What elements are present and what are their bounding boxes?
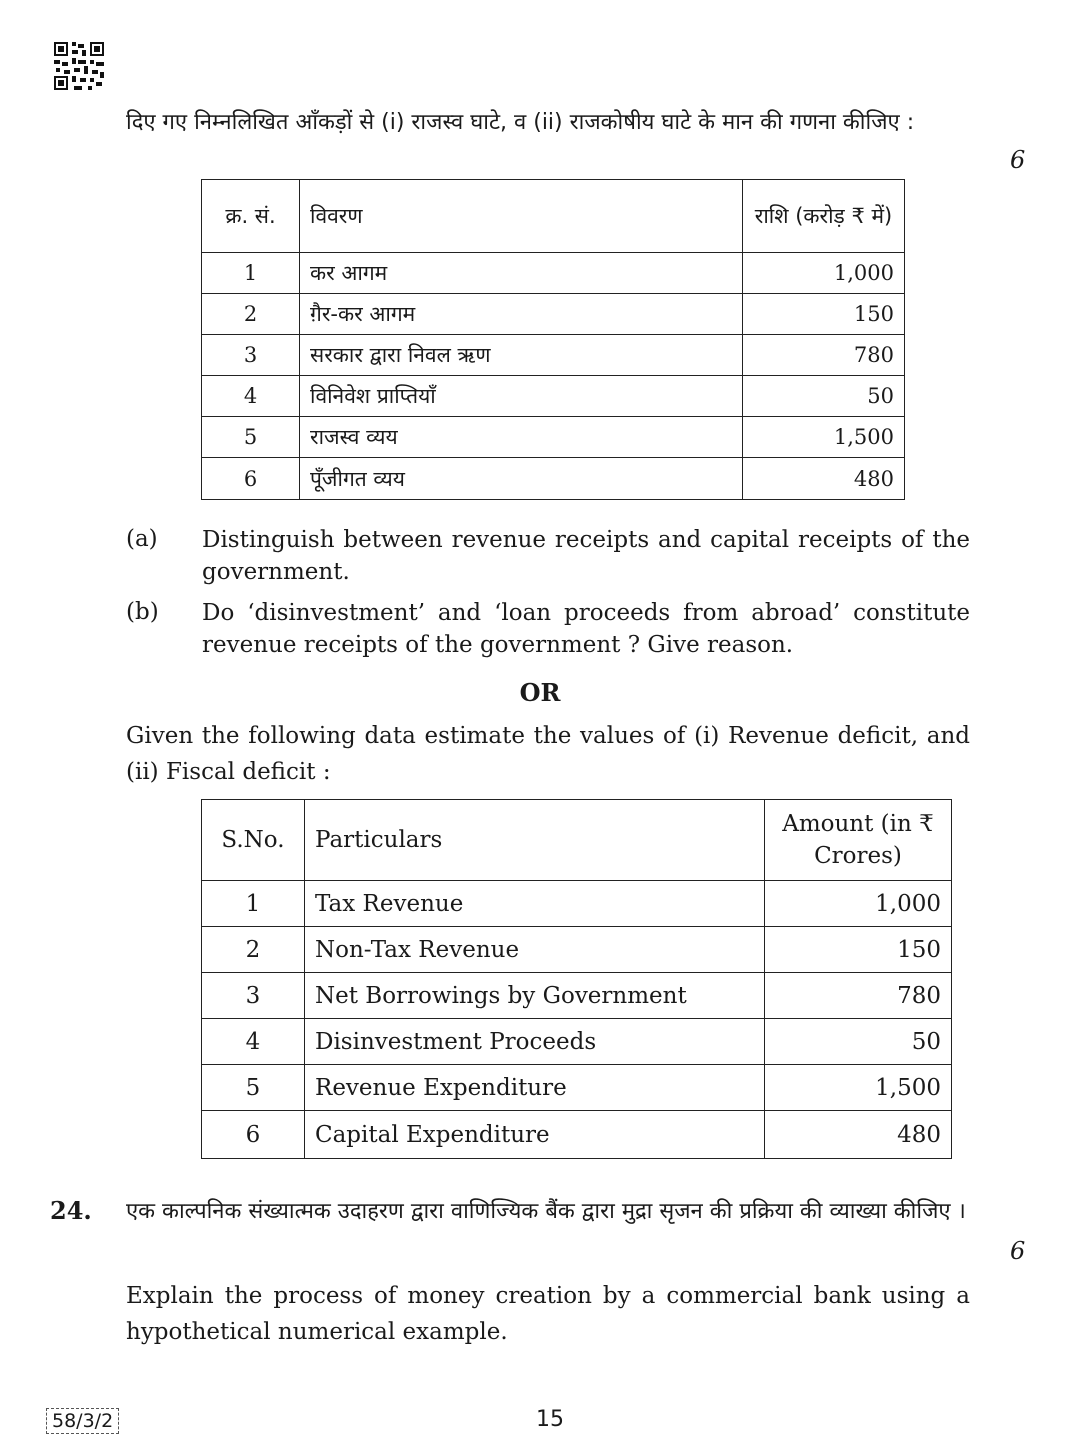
table-row <box>202 1065 952 1111</box>
column-header: विवरण <box>300 180 743 253</box>
particular: सरकार द्वारा निवल ऋण <box>300 335 743 376</box>
serial-number: 2 <box>202 927 305 973</box>
amount: 1,500 <box>743 417 905 458</box>
marks-q23: 6 <box>1010 146 1026 174</box>
serial-number: 6 <box>202 1111 305 1159</box>
qr-code-icon <box>54 42 104 90</box>
column-header: Particulars <box>305 800 765 881</box>
part-a-label: (a) <box>126 526 158 552</box>
serial-number: 5 <box>202 1065 305 1111</box>
table-row <box>202 1111 952 1159</box>
page-number: 15 <box>536 1407 564 1432</box>
part-b-label: (b) <box>126 599 159 625</box>
serial-number: 1 <box>202 253 300 294</box>
column-header: क्र. सं. <box>202 180 300 253</box>
amount: 1,500 <box>765 1065 952 1111</box>
particular: Tax Revenue <box>305 881 765 927</box>
serial-number: 1 <box>202 881 305 927</box>
particular: कर आगम <box>300 253 743 294</box>
table-row <box>202 881 952 927</box>
serial-number: 4 <box>202 1019 305 1065</box>
table-row <box>202 294 905 335</box>
q24-hindi-text: एक काल्पनिक संख्यात्मक उदाहरण द्वारा वाणिज्यिक बैंक द्वारा मुद्रा सृजन की प्रक्रिया की व्याख्या कीजिए । <box>126 1199 966 1224</box>
serial-number: 6 <box>202 458 300 500</box>
table-row <box>202 335 905 376</box>
serial-number: 3 <box>202 973 305 1019</box>
english-data-table <box>201 799 952 1159</box>
table-row <box>202 927 952 973</box>
particular: राजस्व व्यय <box>300 417 743 458</box>
particular: Net Borrowings by Government <box>305 973 765 1019</box>
particular: पूँजीगत व्यय <box>300 458 743 500</box>
amount: 50 <box>765 1019 952 1065</box>
table-row <box>202 1019 952 1065</box>
column-header: S.No. <box>202 800 305 881</box>
part-b-text: Do ‘disinvestment’ and ‘loan proceeds from abroad’ constitute revenue receipts of the government ? Give reason. <box>202 600 970 658</box>
table-row <box>202 376 905 417</box>
particular: Disinvestment Proceeds <box>305 1019 765 1065</box>
column-header: राशि (करोड़ ₹ में) <box>743 180 905 253</box>
hindi-data-table <box>201 179 905 500</box>
particular: Capital Expenditure <box>305 1111 765 1159</box>
part-a-text: Distinguish between revenue receipts and capital receipts of the government. <box>202 527 970 585</box>
table-row <box>202 973 952 1019</box>
table-header-row <box>202 180 905 253</box>
amount: 1,000 <box>743 253 905 294</box>
table-row <box>202 253 905 294</box>
hindi-question-intro: दिए गए निम्नलिखित आँकड़ों से (i) राजस्व घाटे, व (ii) राजकोषीय घाटे के मान की गणना कीजिए : <box>126 110 915 135</box>
amount: 150 <box>743 294 905 335</box>
or-separator: OR <box>519 678 561 707</box>
serial-number: 4 <box>202 376 300 417</box>
table-row <box>202 417 905 458</box>
serial-number: 5 <box>202 417 300 458</box>
amount: 1,000 <box>765 881 952 927</box>
amount: 780 <box>743 335 905 376</box>
serial-number: 2 <box>202 294 300 335</box>
q24-english-text: Explain the process of money creation by a commercial bank using a hypothetical numerical example. <box>126 1283 970 1345</box>
particular: ग़ैर-कर आगम <box>300 294 743 335</box>
paper-code: 58/3/2 <box>46 1408 119 1434</box>
particular: विनिवेश प्राप्तियाँ <box>300 376 743 417</box>
amount: 780 <box>765 973 952 1019</box>
amount: 50 <box>743 376 905 417</box>
amount: 150 <box>765 927 952 973</box>
table-header-row <box>202 800 952 881</box>
particular: Non-Tax Revenue <box>305 927 765 973</box>
marks-q24: 6 <box>1010 1237 1026 1265</box>
amount: 480 <box>743 458 905 500</box>
question-number: 24. <box>50 1196 92 1225</box>
serial-number: 3 <box>202 335 300 376</box>
column-header: Amount (in ₹ Crores) <box>765 800 952 881</box>
amount: 480 <box>765 1111 952 1159</box>
table-row <box>202 458 905 500</box>
english-question-intro: Given the following data estimate the values of (i) Revenue deficit, and (ii) Fiscal deficit : <box>126 723 970 785</box>
particular: Revenue Expenditure <box>305 1065 765 1111</box>
